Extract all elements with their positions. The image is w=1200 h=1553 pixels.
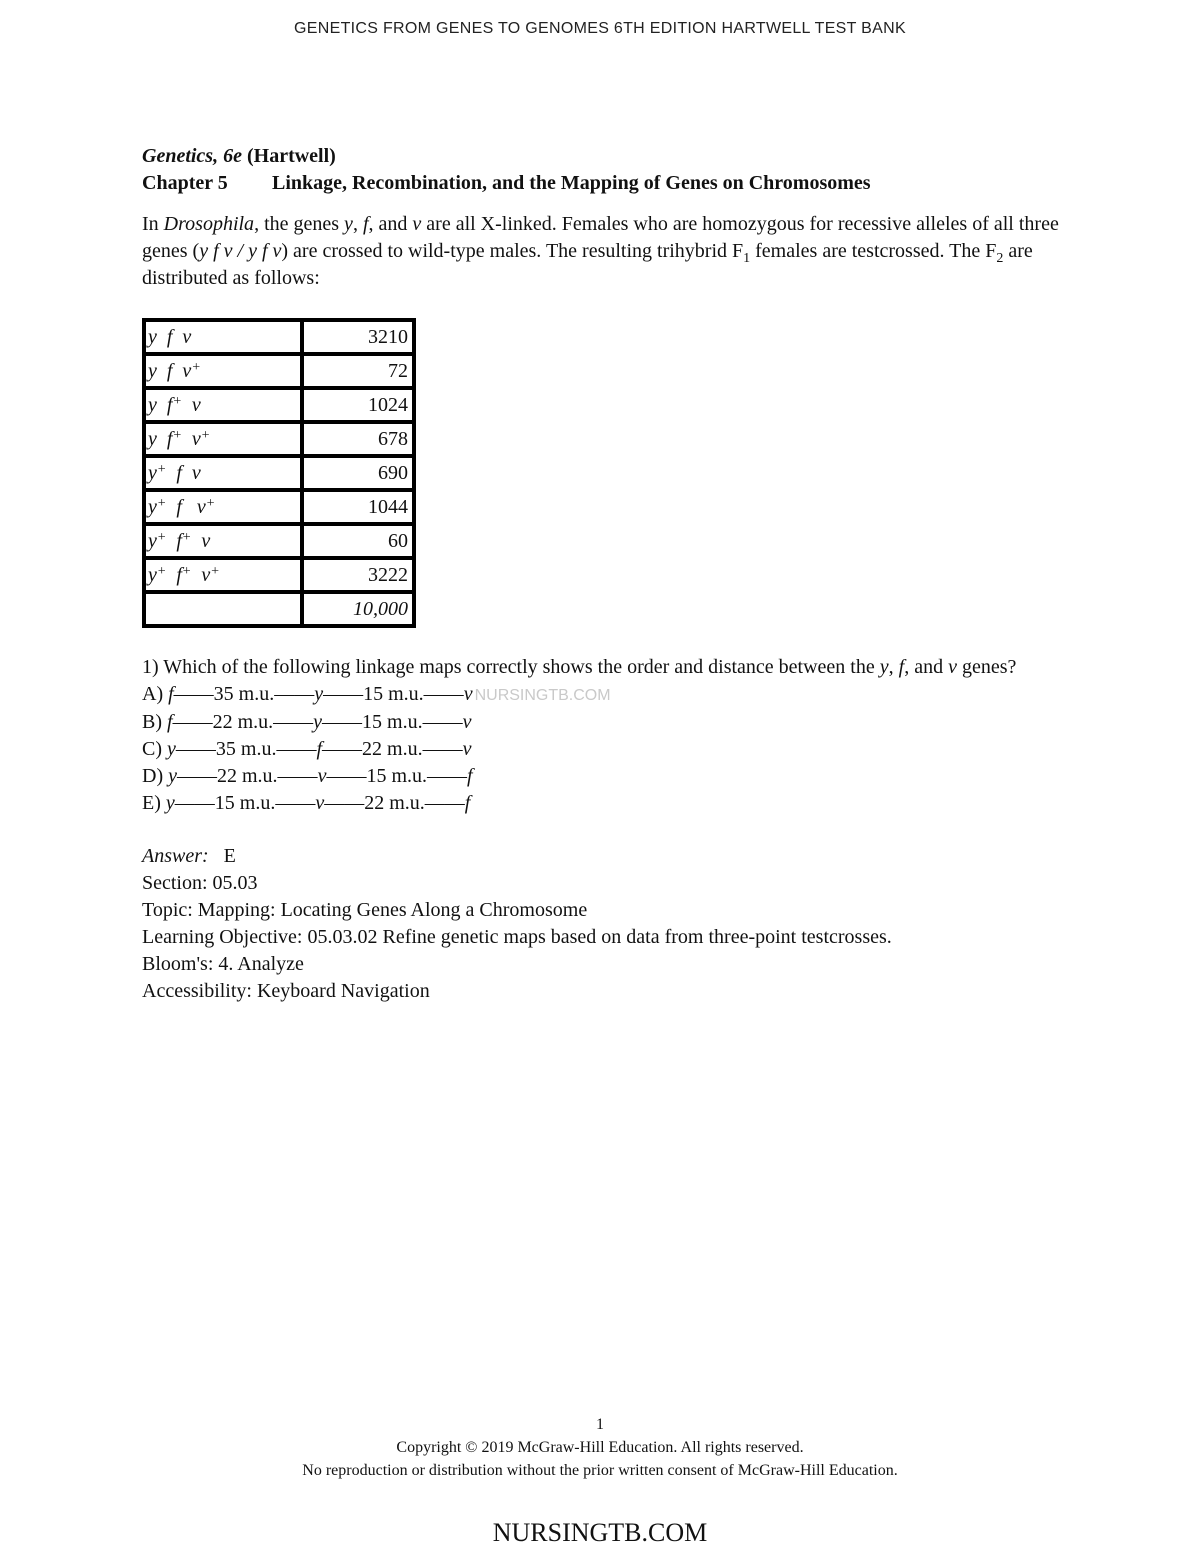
accessibility-line: Accessibility: Keyboard Navigation [142, 980, 430, 1002]
page-footer [0, 1413, 1200, 1482]
genotype-cell: y+ f+ v+ [146, 560, 300, 590]
option-e: E) y——15 m.u.——v——22 m.u.——f [142, 792, 471, 814]
genotype-cell: y f+ v+ [146, 424, 300, 454]
table-row [146, 560, 412, 590]
objective-line: Learning Objective: 05.03.02 Refine genetic maps based on data from three-point testcrosses. [142, 926, 892, 948]
empty-cell [146, 594, 300, 624]
option-a: A) f——35 m.u.——y——15 m.u.——v NURSINGTB.COM [142, 683, 611, 705]
table-row [146, 526, 412, 556]
count-cell: 678 [304, 424, 412, 454]
genotype-cell: y f v+ [146, 356, 300, 386]
table-row [146, 458, 412, 488]
table-row [146, 390, 412, 420]
page-header: GENETICS FROM GENES TO GENOMES 6TH EDITION HARTWELL TEST BANK [294, 20, 906, 37]
question-1: 1) Which of the following linkage maps correctly shows the order and distance between the y, f, and v genes? [142, 656, 1017, 678]
option-d: D) y——22 m.u.——v——15 m.u.——f [142, 765, 473, 787]
genotype-cell: y+ f v+ [146, 492, 300, 522]
answer-label: Answer: [142, 845, 209, 867]
topic-line: Topic: Mapping: Locating Genes Along a Chromosome [142, 899, 588, 921]
chapter-title: Linkage, Recombination, and the Mapping of Genes on Chromosomes [272, 172, 871, 194]
count-cell: 3210 [304, 322, 412, 352]
document-body [142, 143, 1062, 1005]
f2-distribution-table [142, 318, 416, 628]
genotype-notation: y f v / y f v [199, 240, 282, 262]
genotype-cell: y+ f+ v [146, 526, 300, 556]
genotype-cell: y+ f v [146, 458, 300, 488]
count-cell: 1024 [304, 390, 412, 420]
organism-name: Drosophila [163, 213, 255, 235]
site-watermark: NURSINGTB.COM [492, 1518, 708, 1547]
count-cell: 3222 [304, 560, 412, 590]
watermark: NURSINGTB.COM [474, 687, 611, 704]
copyright-text: Copyright © 2019 McGraw-Hill Education. All rights reserved. [396, 1439, 804, 1456]
book-title-line [142, 143, 1062, 170]
genotype-cell: y f v [146, 322, 300, 352]
table-row [146, 322, 412, 352]
blooms-line: Bloom's: 4. Analyze [142, 953, 304, 975]
book-title: Genetics, 6e [142, 145, 242, 167]
table-row [146, 356, 412, 386]
count-cell: 690 [304, 458, 412, 488]
chapter-number: Chapter 5 [142, 172, 228, 194]
section-line: Section: 05.03 [142, 872, 258, 894]
option-b: B) f——22 m.u.——y——15 m.u.——v [142, 711, 472, 733]
genotype-cell: y f+ v [146, 390, 300, 420]
chapter-heading [142, 170, 1062, 197]
table-row [146, 492, 412, 522]
option-c: C) y——35 m.u.——f——22 m.u.——v [142, 738, 472, 760]
answer-options [142, 681, 1062, 817]
reproduction-notice: No reproduction or distribution without the prior written consent of McGraw-Hill Education. [302, 1462, 898, 1479]
page-number: 1 [596, 1416, 604, 1433]
table-row [146, 424, 412, 454]
total-cell: 10,000 [304, 594, 412, 624]
count-cell: 1044 [304, 492, 412, 522]
answer-line [142, 843, 1062, 870]
table-total-row [146, 594, 412, 624]
count-cell: 72 [304, 356, 412, 386]
count-cell: 60 [304, 526, 412, 556]
answer-value: E [223, 845, 236, 867]
intro-paragraph: In Drosophila, the genes y, f, and v are all X-linked. Females who are homozygous for recessive alleles of all three genes (y f v / y f v) are crossed to wild-type males. The resulting trihybrid $F_1$ females are testcrossed. The $F_2$ are distributed as follows: [142, 213, 1059, 289]
book-author: (Hartwell) [246, 145, 336, 167]
answer-block [142, 843, 1062, 1005]
